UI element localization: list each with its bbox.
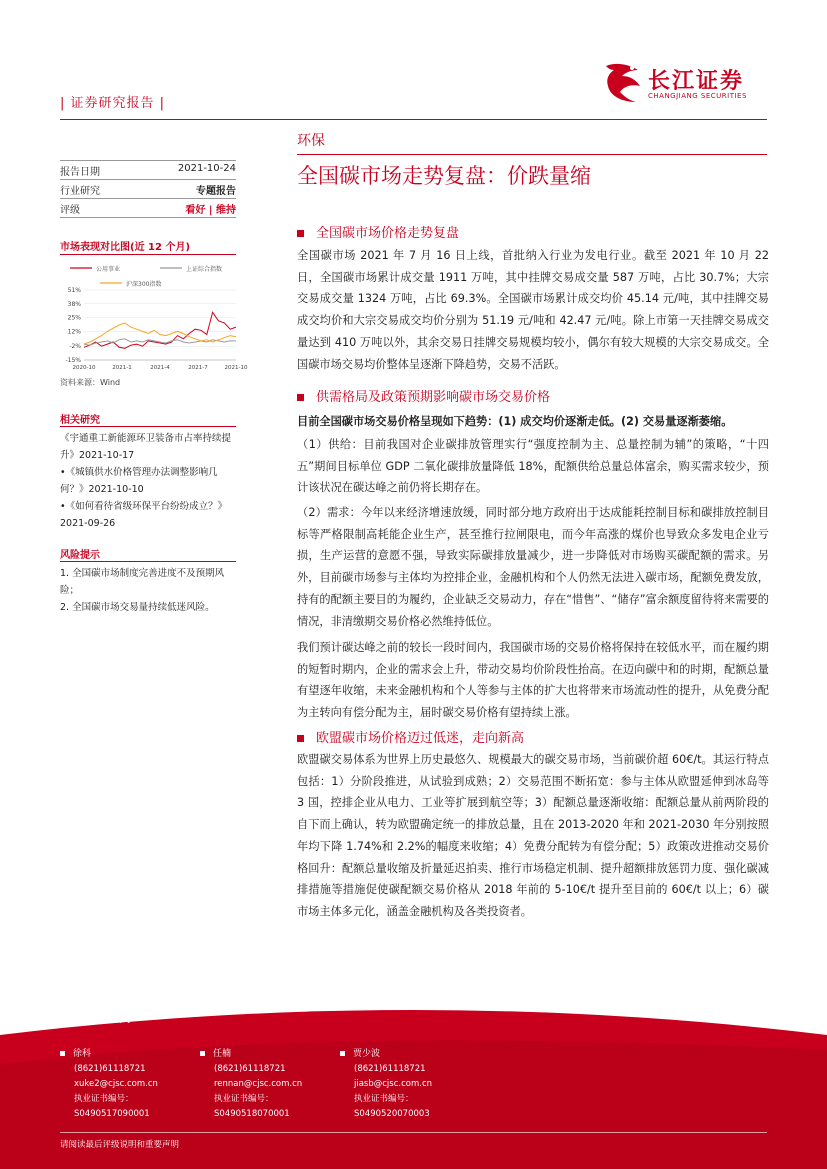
risk-list	[60, 565, 240, 616]
meta-key: 评级	[60, 205, 80, 216]
bullet-icon	[340, 1051, 345, 1056]
bullet-icon	[297, 735, 304, 742]
analyst-phone: (8621)61118721	[354, 1064, 426, 1074]
analyst-card	[60, 1047, 158, 1122]
section-lead: 目前全国碳市场交易价格呈现如下趋势：(1) 成交均价逐渐走低。(2) 交易量逐渐萎缩。	[297, 415, 733, 428]
cert-label: 执业证书编号：	[74, 1094, 134, 1104]
x-tick-label: 2020-10	[72, 365, 96, 371]
analyst-email[interactable]: xuke2@cjsc.com.cn	[74, 1079, 158, 1089]
analyst-email[interactable]: jiasb@cjsc.com.cn	[354, 1079, 433, 1089]
report-type-label: | 证券研究报告 |	[60, 96, 166, 111]
related-item[interactable]: •《如何看待省级环保平台纷纷成立？》2021-09-26	[60, 501, 228, 529]
risk-line	[60, 561, 236, 562]
sector-label: 环保	[297, 133, 325, 149]
y-tick-label: 38%	[67, 300, 81, 308]
title-top-divider	[297, 154, 767, 155]
analyst-phone: (8621)61118721	[74, 1064, 146, 1074]
rating-value: 看好 | 维持	[185, 205, 236, 216]
risk-heading: 风险提示	[60, 550, 100, 561]
y-tick-label: 25%	[67, 314, 81, 322]
risk-item: 2. 全国碳市场交易量持续低迷风险。	[60, 602, 215, 613]
disclaimer-text[interactable]: 请阅读最后评级说明和重要声明	[60, 1140, 180, 1150]
analyst-name: 徐科	[73, 1049, 92, 1059]
y-tick-label: 12%	[67, 328, 81, 336]
risk-item: 1. 全国碳市场制度完善进度不及预期风险；	[60, 568, 225, 596]
chart-title-line	[60, 254, 236, 255]
meta-row-type	[60, 179, 236, 199]
x-tick-label: 2021-7	[188, 365, 208, 371]
x-tick-label: 2021-4	[150, 365, 170, 371]
section-paragraph: 我们预计碳达峰之前的较长一段时间内，我国碳市场的交易价格将保持在较低水平，而在履约期的短暂时期内，企业的需求会上升，带动交易均价阶段性抬高。在迈向碳中和的时期，配额总量有望逐年收缩，未来金融机构和个人等参与主体的扩大也将带来市场流动性的提升，从免费分配为主转向有偿分配为主，届时碳交易价格有望持续上涨。	[297, 641, 769, 720]
market-performance-chart	[60, 260, 248, 372]
section-heading: 供需格局及政策预期影响碳市场交易价格	[297, 386, 550, 405]
analyst-phone: (8621)61118721	[214, 1064, 286, 1074]
section-heading: 全国碳市场价格走势复盘	[297, 222, 459, 241]
logo-cn-text: 长江证券	[648, 69, 745, 94]
related-item[interactable]: 《宇通重工新能源环卫装备市占率持续提升》2021-10-17	[60, 433, 232, 461]
section-paragraph: （2）需求：今年以来经济增速放缓，同时部分地方政府出于达成能耗控制目标和碳排放控制目标等严格限制高耗能企业生产，甚至推行拉闸限电，而今年高涨的煤价也导致众多发电企业亏损，生产运营的意愿不强，导致实际碳排放量减少，进一步降低对市场购买碳配额的需求。另外，目前碳市场参与主体均为控排企业，金融机构和个人仍然无法进入碳市场，配额免费发放，持有的配额主要目的为履约，企业缺乏交易动力，存在“惜售”、“储存”富余额度留待将来需要的情况，非清缴期交易价格必然维持低位。	[297, 506, 769, 628]
bullet-icon	[60, 1051, 65, 1056]
y-tick-label: -15%	[65, 357, 81, 364]
chart-title: 市场表现对比图(近 12 个月)	[60, 242, 191, 253]
meta-key: 报告日期	[60, 167, 100, 178]
analyst-card	[340, 1047, 432, 1122]
cert-label: 执业证书编号：	[214, 1094, 274, 1104]
x-tick-label: 2021-1	[112, 365, 132, 371]
meta-row-date	[60, 160, 236, 180]
analyst-name: 任楠	[213, 1049, 232, 1059]
report-title: 全国碳市场走势复盘：价跌量缩	[297, 164, 591, 188]
y-tick-label: -2%	[69, 343, 81, 351]
section-paragraph: 全国碳市场 2021 年 7 月 16 日上线，首批纳入行业为发电行业。截至 2021 年 10 月 22 日，全国碳市场累计成交量 1911 万吨，其中挂牌交易成交量 587 万吨，占比 30.7%；大宗交易成交量 1324 万吨，占比 69.3%。全国碳市场累计成交均价 45.14 元/吨，其中挂牌交易成交均价和大宗交易成交均价分别为 51.19 元/吨和 42.47 元/吨。除上市第一天挂牌交易成交量达到 410 万吨以外，其余交易日挂牌交易规模均较小，偶尔有较大规模的大宗交易成交。全国碳市场交易均价整体呈逐渐下降趋势，交易不活跃。	[297, 249, 769, 371]
cert-number: S0490520070003	[354, 1109, 430, 1119]
y-tick-label: 51%	[67, 287, 81, 294]
section-paragraph: （1）供给：目前我国对企业碳排放管理实行“强度控制为主、总量控制为辅”的策略，“十四五”期间目标单位 GDP 二氧化碳排放量降低 18%，配额供给总量总体富余，购买需求较少，预计该状况在碳达峰之前仍将长期存在。	[297, 438, 769, 495]
section-heading: 欧盟碳市场价格迈过低迷，走向新高	[297, 727, 524, 746]
chart-source: 资料来源：Wind	[60, 378, 121, 387]
meta-value: 2021-10-24	[177, 163, 236, 174]
header-divider	[60, 119, 767, 120]
cert-number: S0490518070001	[214, 1109, 290, 1119]
bullet-icon	[297, 394, 304, 401]
bullet-icon	[297, 230, 304, 237]
related-research-heading: 相关研究	[60, 415, 100, 426]
dragon-logo-icon	[602, 60, 644, 104]
related-item[interactable]: •《城镇供水价格管理办法调整影响几何？》2021-10-10	[60, 467, 218, 495]
x-tick-label: 2021-10	[224, 365, 248, 371]
cert-label: 执业证书编号：	[354, 1094, 414, 1104]
meta-key: 行业研究	[60, 186, 100, 197]
legend-label: 公用事业	[96, 266, 121, 273]
brand-logo	[602, 60, 772, 106]
meta-row-rating	[60, 198, 236, 218]
bullet-icon	[200, 1051, 205, 1056]
logo-en-text: CHANGJIANG SECURITIES	[648, 92, 747, 100]
analyst-card	[200, 1047, 302, 1122]
footer-divider	[60, 1132, 767, 1133]
legend-label: 上证综合指数	[186, 266, 223, 273]
related-list	[60, 430, 240, 532]
section-paragraph: 欧盟碳交易体系为世界上历史最悠久、规模最大的碳交易市场，当前碳价超 60€/t。其运行特点包括：1）分阶段推进，从试验到成熟；2）交易范围不断拓宽：参与主体从欧盟延伸到冰岛等 3 国，控排企业从电力、工业等扩展到航空等；3）配额总量逐渐收缩：配额总量从前两阶段的自下而上确认，转为欧盟确定统一的排放总量，且在 2013-2020 年和 2021-2030 年分别按照年均下降 1.74%和 2.2%的幅度来收缩；4）免费分配转为有偿分配；5）政策改进推动交易价格回升：配额总量收缩及折量延迟拍卖、推行市场稳定机制、提升超额排放惩罚力度、强化碳减排措施等措施促使碳配额交易价格从 2018 年前的 5-10€/t 提升至目前的 60€/t 以上；6）碳市场主体多元化，涵盖金融机构及各类投资者。	[297, 753, 769, 918]
analyst-name: 贾少波	[353, 1049, 381, 1059]
related-line	[60, 426, 236, 427]
analyst-email[interactable]: rennan@cjsc.com.cn	[214, 1079, 303, 1089]
meta-value: 专题报告	[196, 186, 236, 197]
cert-number: S0490517090001	[74, 1109, 150, 1119]
legend-label: 沪深300指数	[126, 281, 162, 288]
analysts-heading: 分析师及联系人	[60, 1014, 130, 1025]
